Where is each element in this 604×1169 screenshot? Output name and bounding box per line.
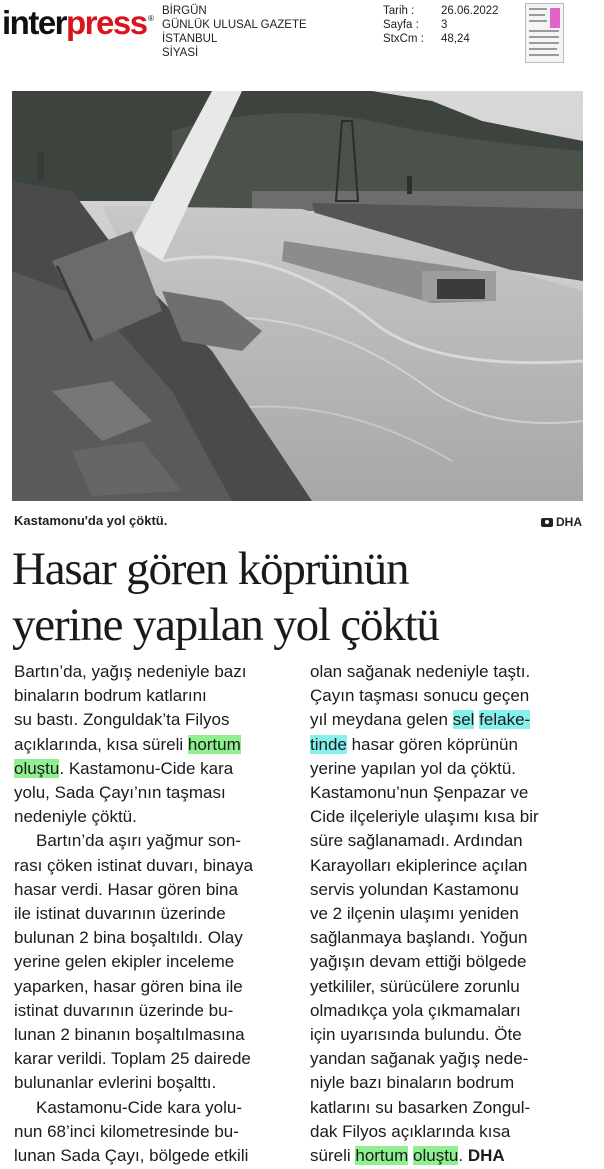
meta-row-page [383,18,499,32]
text-line: lunan Sada Çayı, bölgede etkili [14,1146,249,1166]
text-line: yağışın devam ettiği bölgede [310,952,527,972]
thumbnail-line [529,54,559,56]
text-line: Cide ilçeleriyle ulaşımı kısa bir [310,807,539,827]
thumbnail-line [529,14,545,16]
text-line: olan sağanak nedeniyle taştı. [310,662,531,681]
text-line: . Kastamonu-Cide kara [59,758,234,778]
logo-part-2: press [66,4,147,41]
publication-type: GÜNLÜK ULUSAL GAZETE [162,19,307,31]
text-line: yıl meydana gelen [310,710,453,730]
text-line: Bartın’da, yağış nedeniyle bazı [14,662,247,681]
logo-part-1: inter [2,4,67,41]
text-line: yerine yapılan yol da çöktü. [310,758,517,778]
meta-label: Sayfa : [383,19,419,31]
text-line: nedeniyle çöktü. [14,807,137,827]
photo-caption: Kastamonu'da yol çöktü. [14,513,168,528]
thumbnail-line [529,8,547,10]
text-line: servis yolundan Kastamonu [310,879,519,899]
thumbnail-line [529,30,559,32]
text-line: dak Filyos açıklarında kısa [310,1121,511,1141]
headline-line-2: yerine yapılan yol çöktü [12,599,439,651]
text-line: ve 2 ilçenin ulaşımı yeniden [310,904,519,924]
text-line: yerine gelen ekipler inceleme [14,952,235,972]
publication-info [162,4,307,60]
body-paragraph [14,829,286,1095]
text-line: Karayolları ekiplerince açılan [310,855,528,875]
text-line: bulunan 2 bina boşaltıldı. Olay [14,928,243,948]
highlighted-term: oluştu [14,758,60,778]
text-line: hasar gören köprünün [346,734,518,754]
text-line: . [458,1146,464,1166]
thumbnail-line [529,42,559,44]
clipping-meta [383,4,499,46]
publication-name: BİRGÜN [162,5,207,17]
meta-value: 48,24 [441,33,470,45]
highlighted-term: sel [452,710,475,730]
page-thumbnail [525,3,564,63]
thumbnail-highlight [550,8,560,28]
text-line: Bartın’da aşırı yağmur son- [36,831,242,851]
text-line: yandan sağanak yağış nede- [310,1049,529,1069]
text-line: Kastamonu’nun Şenpazar ve [310,783,529,803]
text-line: rası çöken istinat duvarı, binaya [14,855,254,875]
highlighted-term: felake- [479,710,531,730]
headline-line-1: Hasar gören köprünün [12,543,409,595]
text-line: için uyarısında bulundu. Öte [310,1025,522,1045]
photo-credit-text: DHA [556,515,582,529]
article-column-left [14,660,286,1168]
highlighted-term: tinde [310,734,347,754]
text-line: olmadıkça yola çıkmamaları [310,1000,521,1020]
thumbnail-line [529,36,559,38]
body-paragraph [310,660,582,1168]
meta-row-stxcm [383,32,499,46]
interpress-logo [2,4,147,42]
highlighted-term: hortum [355,1146,409,1166]
text-line: niyle bazı binaların bodrum [310,1073,515,1093]
text-line: Çayın taşması sonucu geçen [310,686,530,706]
text-line: yaparken, hasar gören bina ile [14,976,243,996]
text-line: hasar verdi. Hasar gören bina [14,879,238,899]
article-signature: DHA [467,1146,505,1166]
text-line: yolu, Sada Çayı’nın taşması [14,783,226,803]
thumbnail-line [529,48,557,50]
photo-credit [541,515,582,529]
text-line: süreli [310,1146,356,1166]
meta-value: 26.06.2022 [441,5,499,17]
meta-label: StxCm : [383,33,424,45]
publication-city: İSTANBUL [162,33,218,45]
text-line: binaların bodrum katlarını [14,686,207,706]
text-line: süre sağlanamadı. Ardından [310,831,523,851]
text-line: su bastı. Zonguldak’ta Filyos [14,710,230,730]
news-photo [12,91,583,501]
text-line: istinat duvarının üzerinde bu- [14,1000,234,1020]
text-line: bulunanlar evlerini boşalttı. [14,1073,217,1093]
meta-row-date [383,4,499,18]
meta-value: 3 [441,19,448,31]
highlighted-term: oluştu [413,1146,459,1166]
text-line: karar verildi. Toplam 25 dairede [14,1049,251,1069]
text-line: açıklarında, kısa süreli [14,734,188,754]
article-headline [12,541,592,653]
text-line: lunan 2 binanın boşaltılmasına [14,1025,245,1045]
text-line: katlarını su basarken Zongul- [310,1097,531,1117]
flood-scene-illustration [12,91,583,501]
thumbnail-line [529,20,547,22]
publication-section: SİYASİ [162,47,199,59]
text-line: yetkililer, sürücülere zorunlu [310,976,520,996]
text-line: sağlanmaya başlandı. Yoğun [310,928,528,948]
body-paragraph [14,1096,286,1169]
logo-registered-mark: ® [148,14,154,23]
text-line: ile istinat duvarının üzerinde [14,904,226,924]
meta-label: Tarih : [383,5,415,17]
text-line: Kastamonu-Cide kara yolu- [36,1097,242,1117]
text-line: nun 68’inci kilometresinde bu- [14,1121,239,1141]
camera-icon [541,518,553,527]
highlighted-term: hortum [187,734,241,754]
article-column-right [310,660,582,1168]
lead-paragraph [14,660,286,829]
